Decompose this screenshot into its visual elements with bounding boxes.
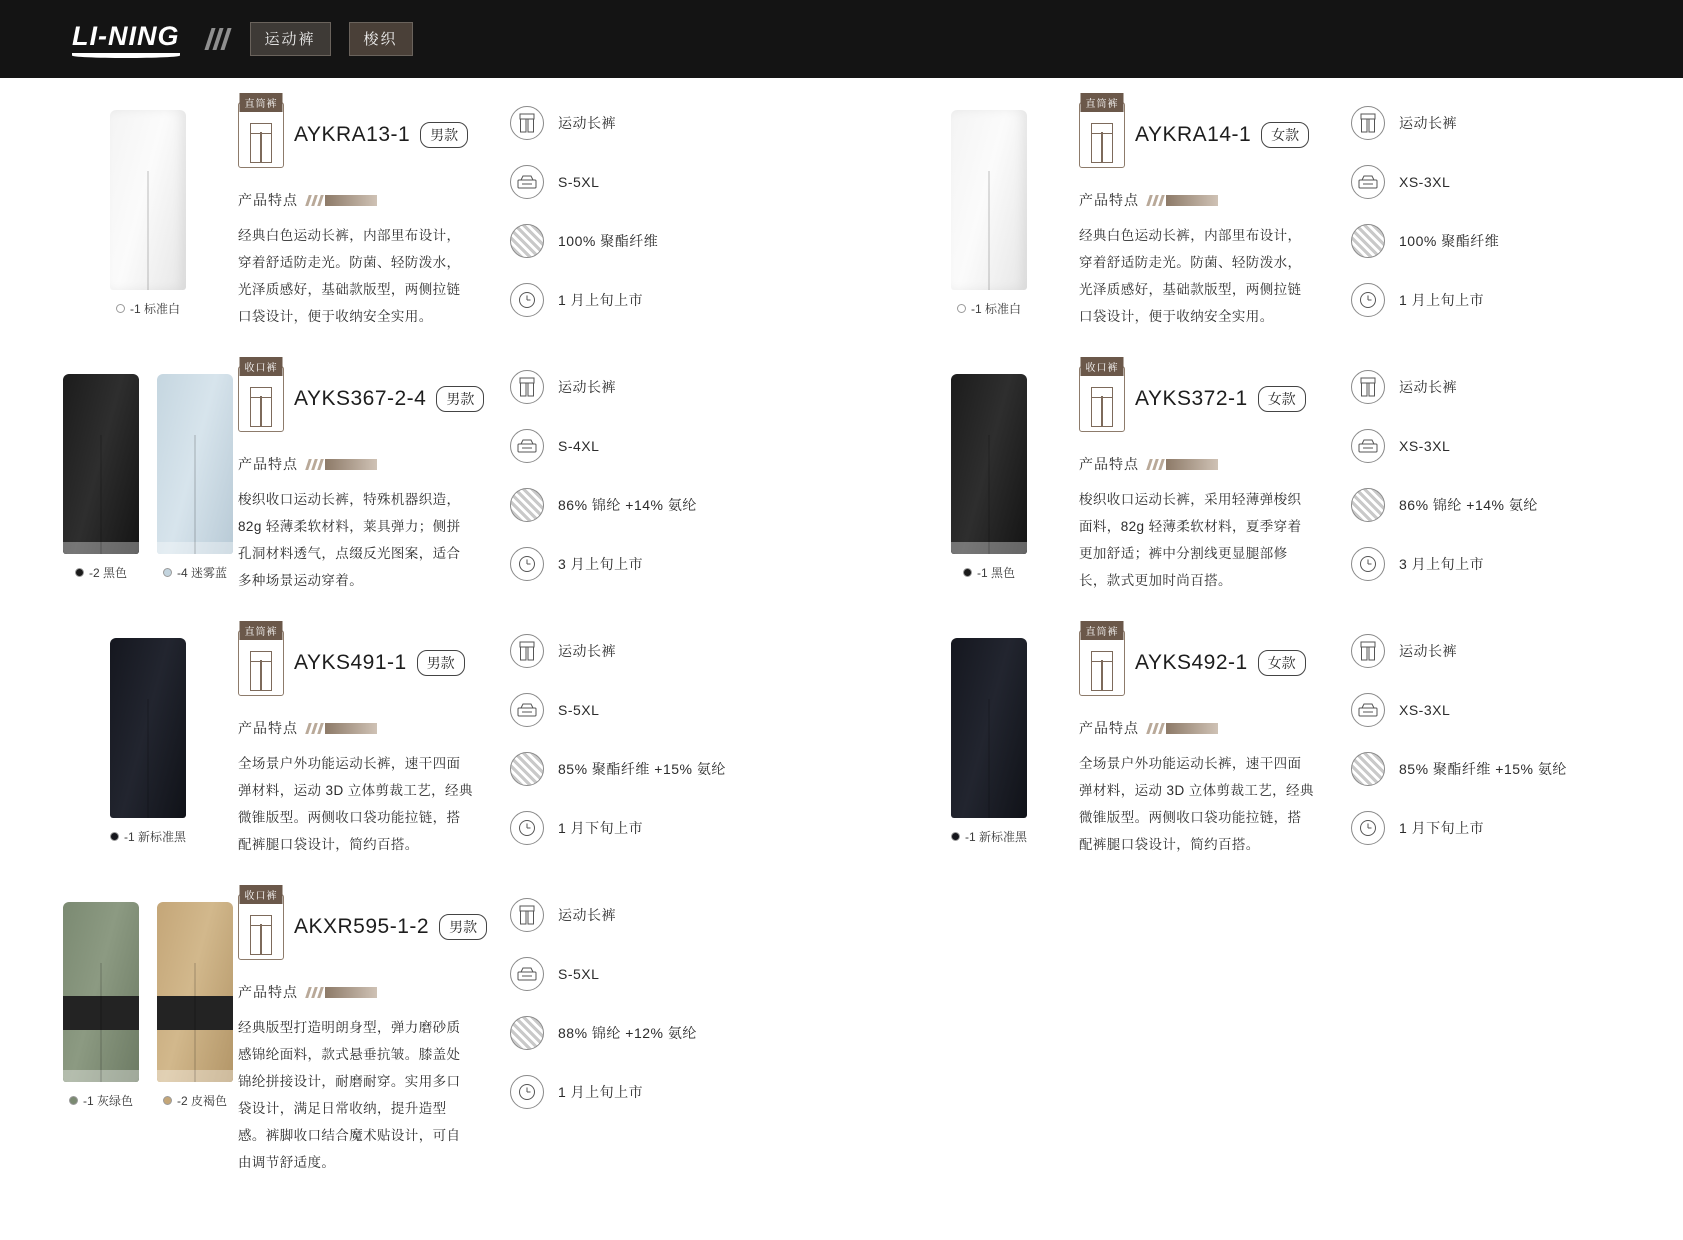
gender-badge: 男款 [417, 650, 465, 676]
spec-row [510, 488, 796, 522]
decor-bars-icon [307, 987, 377, 998]
size-icon [510, 429, 544, 463]
fit-type-label: 收口裤 [240, 885, 283, 904]
fit-type-label: 直筒裤 [240, 93, 283, 112]
decor-bars-icon [1148, 459, 1218, 470]
spec-text: 3 月上旬上市 [1399, 556, 1485, 572]
fit-type-label: 直筒裤 [240, 621, 283, 640]
product-card[interactable] [841, 78, 1682, 342]
gender-badge: 男款 [420, 122, 468, 148]
spec-row [510, 898, 796, 932]
size-icon [510, 957, 544, 991]
fabric-icon [510, 752, 544, 786]
cuff [63, 542, 139, 554]
product-photos [0, 888, 238, 1176]
spec-text: 运动长裤 [558, 379, 616, 395]
spec-row [510, 1016, 796, 1050]
color-dot [957, 304, 966, 313]
fit-type-label: 收口裤 [240, 357, 283, 376]
product-title-line [1079, 363, 1337, 432]
product-specs [496, 624, 796, 870]
color-dot [75, 568, 84, 577]
product-description: 经典白色运动长裤，内部里布设计，穿着舒适防走光。防菌、轻防泼水，光泽质感好，基础款版型，两侧拉链口袋设计，便于收纳安全实用。 [238, 228, 461, 324]
spec-text: 100% 聚酯纤维 [558, 233, 659, 249]
spec-text: 运动长裤 [558, 115, 616, 131]
product-photo [943, 374, 1035, 606]
pant-glyph-icon [250, 651, 272, 691]
product-row [0, 342, 1683, 606]
color-dot [110, 832, 119, 841]
spec-text: 运动长裤 [558, 907, 616, 923]
product-photo [152, 374, 238, 606]
product-photo [58, 374, 144, 606]
spec-row [510, 811, 796, 845]
spec-row [1351, 634, 1637, 668]
color-dot [163, 1096, 172, 1105]
product-info [238, 360, 496, 606]
spec-text: 运动长裤 [1399, 379, 1457, 395]
clock-icon [510, 811, 544, 845]
feature-heading [1079, 718, 1337, 738]
category-tag-pants: 运动裤 [250, 22, 331, 56]
cuff [63, 1070, 139, 1082]
fit-type-icon [1079, 99, 1125, 168]
feature-heading-label: 产品特点 [238, 456, 298, 472]
product-info [238, 96, 496, 342]
product-specs [1337, 624, 1637, 870]
spec-text: 86% 锦纶 +14% 氨纶 [1399, 497, 1538, 513]
product-code: AYKRA13-1 [294, 123, 411, 146]
product-title-line [1079, 99, 1337, 168]
cuff [157, 1070, 233, 1082]
color-dot [963, 568, 972, 577]
spec-text: 运动长裤 [558, 643, 616, 659]
product-description: 梭织收口运动长裤，特殊机器织造，82g 轻薄柔软材料，莱具弹力；侧拼孔洞材料透气，点缀反光图案，适合多种场景运动穿着。 [238, 492, 461, 588]
pant-image [951, 374, 1027, 554]
fit-type-label: 直筒裤 [1081, 93, 1124, 112]
fit-type-icon [1079, 627, 1125, 696]
color-dot [951, 832, 960, 841]
length-icon [510, 898, 544, 932]
product-specs [1337, 96, 1637, 342]
feature-heading-label: 产品特点 [1079, 720, 1139, 736]
feature-heading [238, 190, 496, 210]
length-icon [510, 106, 544, 140]
feature-heading-label: 产品特点 [238, 720, 298, 736]
feature-heading [1079, 190, 1337, 210]
spec-row [1351, 370, 1637, 404]
fit-type-icon [238, 99, 284, 168]
spec-text: S-5XL [558, 702, 600, 718]
spec-text: 1 月下旬上市 [558, 820, 644, 836]
spec-text: 85% 聚酯纤维 +15% 氨纶 [558, 761, 726, 777]
gender-badge: 女款 [1258, 650, 1306, 676]
product-description: 梭织收口运动长裤，采用轻薄弹梭织面料，82g 轻薄柔软材料，夏季穿着更加舒适；裤中分割线更显腿部修长，款式更加时尚百搭。 [1079, 492, 1302, 588]
product-title-line [238, 99, 496, 168]
spec-row [510, 1075, 796, 1109]
pant-image [951, 638, 1027, 818]
gender-badge: 女款 [1258, 386, 1306, 412]
color-swatch-label [163, 1092, 227, 1109]
product-card[interactable] [0, 606, 841, 870]
pant-image [63, 902, 139, 1082]
product-card[interactable] [0, 342, 841, 606]
feature-heading-label: 产品特点 [1079, 456, 1139, 472]
spec-text: 1 月上旬上市 [558, 1084, 644, 1100]
spec-row [1351, 224, 1637, 258]
decor-bars-icon [1148, 723, 1218, 734]
product-card[interactable] [0, 870, 841, 1176]
cuff [157, 542, 233, 554]
decor-bars-icon [307, 459, 377, 470]
spec-text: 1 月上旬上市 [1399, 292, 1485, 308]
product-card[interactable] [841, 342, 1682, 606]
spec-row [510, 429, 796, 463]
product-sheet [0, 78, 1683, 1176]
spec-row [510, 165, 796, 199]
spec-row [510, 693, 796, 727]
color-dot [116, 304, 125, 313]
fabric-icon [1351, 488, 1385, 522]
decor-bars-icon [1148, 195, 1218, 206]
product-photo [58, 902, 144, 1176]
clock-icon [510, 1075, 544, 1109]
feature-heading-label: 产品特点 [238, 984, 298, 1000]
product-row [0, 78, 1683, 342]
feature-heading [238, 454, 496, 474]
length-icon [1351, 634, 1385, 668]
pant-image [951, 110, 1027, 290]
empty-slot [841, 870, 1682, 1176]
spec-text: S-4XL [558, 438, 600, 454]
spec-row [510, 752, 796, 786]
color-name: -1 标准白 [129, 302, 180, 316]
product-specs [496, 96, 796, 342]
fabric-icon [1351, 224, 1385, 258]
product-photo [152, 902, 238, 1176]
knee-panel [63, 996, 139, 1030]
clock-icon [510, 283, 544, 317]
spec-text: XS-3XL [1399, 702, 1451, 718]
product-info [1079, 360, 1337, 606]
color-name: -2 黑色 [88, 566, 127, 580]
product-info [238, 888, 496, 1176]
spec-row [1351, 106, 1637, 140]
clock-icon [1351, 547, 1385, 581]
color-swatch-label [69, 1092, 133, 1109]
fit-type-icon [238, 363, 284, 432]
product-card[interactable] [0, 78, 841, 342]
color-swatch-label [957, 300, 1021, 317]
fit-type-icon [238, 627, 284, 696]
color-name: -1 新标准黑 [123, 830, 186, 844]
product-title-line [238, 627, 496, 696]
fit-type-icon [238, 891, 284, 960]
product-row [0, 606, 1683, 870]
brand-logo [72, 21, 180, 58]
product-description: 经典版型打造明朗身型，弹力磨砂质感锦纶面料，款式悬垂抗皱。膝盖处锦纶拼接设计，耐磨耐穿。实用多口袋设计，满足日常收纳，提升造型感。裤脚收口结合魔术贴设计，可自由调节舒适度。 [238, 1020, 461, 1170]
pant-glyph-icon [250, 387, 272, 427]
product-code: AKXR595-1-2 [294, 915, 430, 938]
product-photo [102, 110, 194, 342]
size-icon [510, 693, 544, 727]
spec-row [510, 634, 796, 668]
feature-heading [238, 982, 496, 1002]
clock-icon [1351, 283, 1385, 317]
color-name: -1 标准白 [970, 302, 1021, 316]
length-icon [1351, 370, 1385, 404]
spec-row [1351, 283, 1637, 317]
pant-image [110, 110, 186, 290]
fabric-icon [1351, 752, 1385, 786]
cuff [951, 542, 1027, 554]
spec-text: 85% 聚酯纤维 +15% 氨纶 [1399, 761, 1567, 777]
spec-text: 3 月上旬上市 [558, 556, 644, 572]
color-dot [69, 1096, 78, 1105]
color-name: -4 迷雾蓝 [176, 566, 227, 580]
pant-glyph-icon [1091, 651, 1113, 691]
color-swatch-label [963, 564, 1015, 581]
spec-text: 1 月下旬上市 [1399, 820, 1485, 836]
slash-divider-icon [208, 28, 228, 50]
product-code: AYKS372-1 [1135, 387, 1248, 410]
feature-heading [238, 718, 496, 738]
pant-glyph-icon [1091, 123, 1113, 163]
spec-row [1351, 811, 1637, 845]
product-card[interactable] [841, 606, 1682, 870]
gender-badge: 男款 [439, 914, 487, 940]
category-tag-woven: 梭织 [349, 22, 413, 56]
fit-type-label: 直筒裤 [1081, 621, 1124, 640]
spec-text: 运动长裤 [1399, 643, 1457, 659]
product-description: 全场景户外功能运动长裤，速干四面弹材料，运动 3D 立体剪裁工艺，经典微锥版型。两侧收口袋功能拉链，搭配裤腿口袋设计，简约百搭。 [1079, 756, 1314, 852]
spec-text: 88% 锦纶 +12% 氨纶 [558, 1025, 697, 1041]
length-icon [510, 634, 544, 668]
product-photos [841, 96, 1079, 342]
size-icon [1351, 693, 1385, 727]
spec-row [1351, 488, 1637, 522]
pant-image [63, 374, 139, 554]
spec-text: 运动长裤 [1399, 115, 1457, 131]
product-code: AYKS492-1 [1135, 651, 1248, 674]
spec-row [1351, 165, 1637, 199]
logo-swoosh-icon [72, 53, 180, 58]
product-specs [496, 360, 796, 606]
clock-icon [510, 547, 544, 581]
spec-text: S-5XL [558, 966, 600, 982]
color-name: -1 灰绿色 [82, 1094, 133, 1108]
spec-text: XS-3XL [1399, 174, 1451, 190]
knee-panel [157, 996, 233, 1030]
spec-text: XS-3XL [1399, 438, 1451, 454]
size-icon [510, 165, 544, 199]
product-photo [102, 638, 194, 870]
feature-heading [1079, 454, 1337, 474]
color-swatch-label [110, 828, 186, 845]
spec-row [1351, 752, 1637, 786]
product-photos [841, 624, 1079, 870]
pant-image [157, 902, 233, 1082]
color-swatch-label [75, 564, 127, 581]
fabric-icon [510, 1016, 544, 1050]
length-icon [510, 370, 544, 404]
color-swatch-label [163, 564, 227, 581]
product-title-line [238, 363, 496, 432]
feature-heading-label: 产品特点 [238, 192, 298, 208]
decor-bars-icon [307, 723, 377, 734]
product-code: AYKS367-2-4 [294, 387, 427, 410]
brand-logo-text: LI-NING [72, 20, 180, 51]
product-photo [943, 638, 1035, 870]
spec-row [1351, 429, 1637, 463]
clock-icon [1351, 811, 1385, 845]
length-icon [1351, 106, 1385, 140]
fabric-icon [510, 488, 544, 522]
product-photos [841, 360, 1079, 606]
spec-row [510, 224, 796, 258]
product-info [1079, 624, 1337, 870]
color-name: -2 皮褐色 [176, 1094, 227, 1108]
fit-type-label: 收口裤 [1081, 357, 1124, 376]
product-info [1079, 96, 1337, 342]
spec-row [510, 283, 796, 317]
fit-type-icon [1079, 363, 1125, 432]
spec-text: 1 月上旬上市 [558, 292, 644, 308]
pant-glyph-icon [250, 123, 272, 163]
spec-row [510, 547, 796, 581]
size-icon [1351, 429, 1385, 463]
spec-row [1351, 693, 1637, 727]
pant-glyph-icon [250, 915, 272, 955]
product-photos [0, 360, 238, 606]
page-header [0, 0, 1683, 78]
product-photos [0, 96, 238, 342]
feature-heading-label: 产品特点 [1079, 192, 1139, 208]
product-title-line [1079, 627, 1337, 696]
spec-text: 100% 聚酯纤维 [1399, 233, 1500, 249]
decor-bars-icon [307, 195, 377, 206]
fabric-icon [510, 224, 544, 258]
spec-text: S-5XL [558, 174, 600, 190]
spec-row [510, 957, 796, 991]
product-info [238, 624, 496, 870]
product-description: 经典白色运动长裤，内部里布设计，穿着舒适防走光。防菌、轻防泼水，光泽质感好，基础款版型，两侧拉链口袋设计，便于收纳安全实用。 [1079, 228, 1302, 324]
spec-row [510, 370, 796, 404]
pant-glyph-icon [1091, 387, 1113, 427]
color-name: -1 黑色 [976, 566, 1015, 580]
product-code: AYKS491-1 [294, 651, 407, 674]
color-name: -1 新标准黑 [964, 830, 1027, 844]
product-description: 全场景户外功能运动长裤，速干四面弹材料，运动 3D 立体剪裁工艺，经典微锥版型。两侧收口袋功能拉链，搭配裤腿口袋设计，简约百搭。 [238, 756, 473, 852]
spec-row [1351, 547, 1637, 581]
color-swatch-label [116, 300, 180, 317]
color-swatch-label [951, 828, 1027, 845]
product-title-line [238, 891, 496, 960]
color-dot [163, 568, 172, 577]
product-specs [1337, 360, 1637, 606]
spec-row [510, 106, 796, 140]
spec-text: 86% 锦纶 +14% 氨纶 [558, 497, 697, 513]
size-icon [1351, 165, 1385, 199]
pant-image [110, 638, 186, 818]
product-photos [0, 624, 238, 870]
product-row [0, 870, 1683, 1176]
gender-badge: 女款 [1261, 122, 1309, 148]
product-photo [943, 110, 1035, 342]
pant-image [157, 374, 233, 554]
gender-badge: 男款 [436, 386, 484, 412]
product-specs [496, 888, 796, 1176]
product-code: AYKRA14-1 [1135, 123, 1252, 146]
